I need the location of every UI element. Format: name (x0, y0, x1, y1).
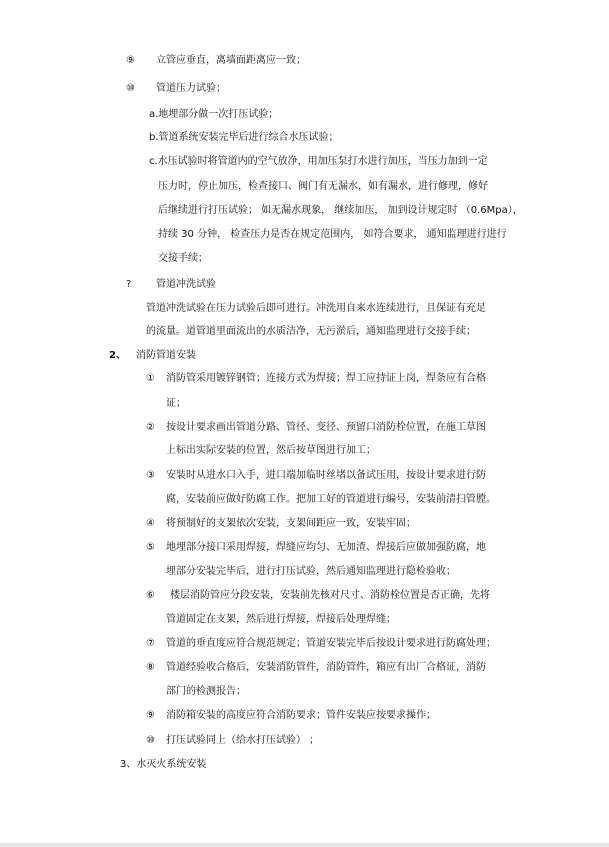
fire-item-5-marker: ⑤ (146, 542, 155, 553)
item-10-title: 管道压力试验； (156, 83, 226, 94)
fire-item-7-line1: 管道的垂直度应符合规范规定；管道安装完毕后按设计要求进行防腐处理； (166, 638, 496, 649)
fire-item-10-line1: 打压试验同上（给水打压试验） ； (166, 735, 320, 746)
fire-item-1-line2: 证； (166, 398, 186, 409)
item-10-b: b.管道系统安装完毕后进行综合水压试验； (149, 132, 339, 143)
fire-item-5-line1: 地埋部分接口采用焊接，焊缝应均匀、无加渣、焊接后应做加强防腐，地 (166, 542, 486, 553)
fire-item-8-line2: 部门的检测报告； (166, 686, 246, 697)
fire-item-4-marker: ④ (146, 518, 155, 529)
flush-title: 管道冲洗试验 (156, 279, 216, 290)
fire-item-2-line2: 上标出实际安装的位置，然后按草图进行加工； (166, 445, 376, 456)
section-2-number: 2、 (109, 350, 126, 361)
fire-item-5-line2: 埋部分安装完毕后，进行打压试验，然后通知监理进行隐检验收； (166, 566, 456, 577)
page-bottom-edge (0, 843, 609, 847)
fire-item-2-marker: ② (146, 422, 155, 433)
flush-marker: ? (126, 279, 132, 290)
item-10-c-line4: 持续 30 分钟， 检查压力是否在规定范围内， 如符合要求， 通知监理进行进行 (158, 229, 507, 240)
item-10-a: a.地埋部分做一次打压试验； (149, 109, 279, 120)
fire-item-3-line2: 腐，安装前应做好防腐工作。把加工好的管道进行编号，安装前清扫管膛。 (166, 494, 496, 505)
fire-item-9-line1: 消防箱安装的高度应符合消防要求；管件安装应按要求操作； (166, 710, 436, 721)
item-10-c-line1: c.水压试验时将管道内的空气放净，用加压泵打水进行加压，当压力加到一定 (149, 156, 488, 167)
item-10-c-line3: 后继续进行打压试验； 如无漏水现象， 继续加压， 加到设计规定时 （0.6Mpa）， (158, 205, 523, 216)
item-10-marker: ⑩ (126, 83, 135, 94)
flush-line2: 的流量。道管道里面流出的水质洁净，无污淤后，通知监理进行交接手续； (146, 326, 476, 337)
fire-item-1-line1: 消防管采用镀锌钢管；连接方式为焊接；焊工应持证上岗，焊条应有合格 (166, 373, 486, 384)
fire-item-8-line1: 管道经验收合格后，安装消防管件，消防管件，箱应有出厂合格证，消防 (166, 662, 486, 673)
fire-item-6-line1: 楼层消防管应分段安装，安装前先核对尺寸、消防栓位置是否正确，先将 (170, 590, 490, 601)
fire-item-3-line1: 安装时从进水口入手，进口端加临时丝堵以备试压用，按设计要求进行防 (166, 470, 486, 481)
section-2-title: 消防管道安装 (136, 350, 196, 361)
flush-line1: 管道冲洗试验在压力试验后即可进行。冲洗用自来水连续进行，且保证有充足 (146, 303, 486, 314)
fire-item-1-marker: ① (146, 373, 155, 384)
fire-item-6-marker: ⑥ (146, 590, 155, 601)
fire-item-10-marker: ⑩ (146, 735, 155, 746)
fire-item-4-line1: 将预制好的支架依次安装，支架间距应一致，安装牢固； (166, 518, 416, 529)
section-3-title: 3、水灭火系统安装 (120, 759, 207, 770)
item-10-c-line5: 交接手续； (158, 253, 208, 264)
fire-item-3-marker: ③ (146, 470, 155, 481)
fire-item-7-marker: ⑦ (146, 638, 155, 649)
fire-item-8-marker: ⑧ (146, 662, 155, 673)
fire-item-9-marker: ⑨ (146, 710, 155, 721)
fire-item-6-line2: 管道固定在支架，然后进行焊接，焊接后处理焊缝； (166, 614, 396, 625)
fire-item-2-line1: 按设计要求画出管道分路、管径、变径、预留口消防栓位置，在施工草图 (166, 422, 486, 433)
item-10-c-line2: 压力时，停止加压，检查接口、阀门有无漏水，如有漏水，进行修理，修好 (158, 181, 488, 192)
item-9-marker: ⑨ (126, 55, 135, 66)
item-9-text: 立管应垂直，离墙面距离应一致； (156, 55, 306, 66)
